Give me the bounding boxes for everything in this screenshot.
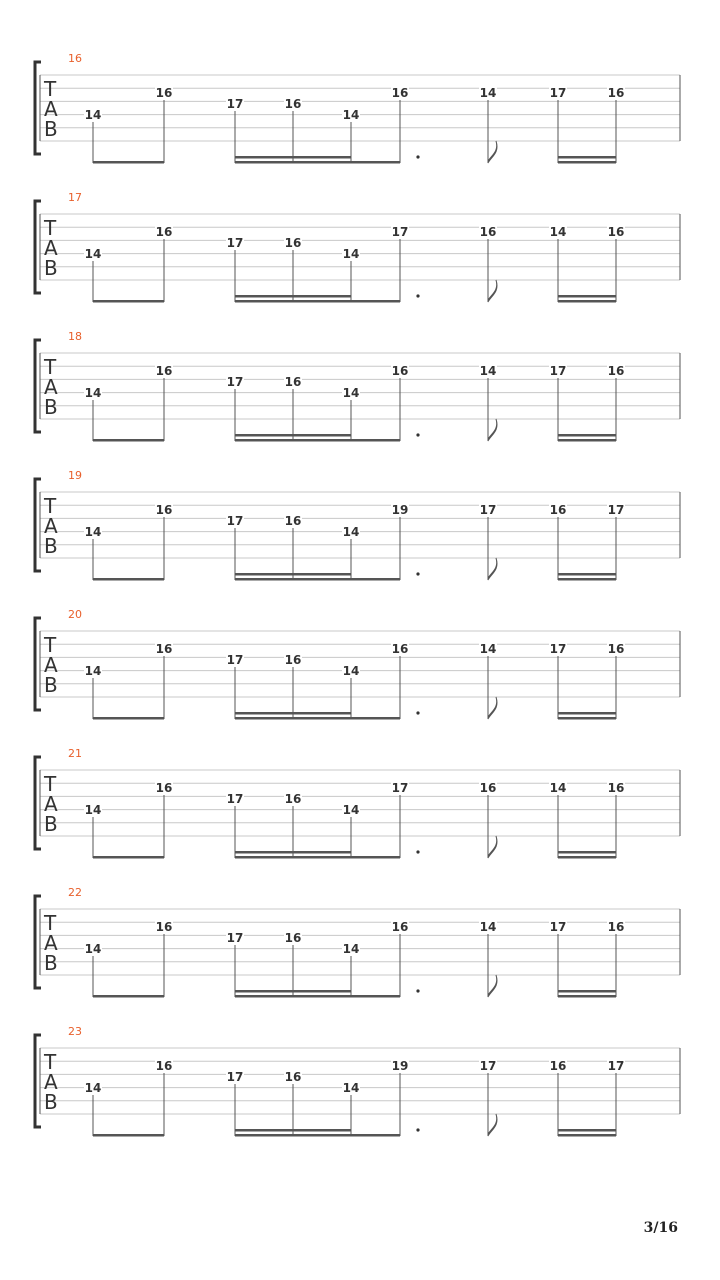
tab-clef-letter: T [44,633,57,657]
note-flag [488,975,497,997]
augmentation-dot [416,989,419,992]
beam [558,995,616,998]
fret-number: 16 [607,225,625,239]
augmentation-dot [416,1128,419,1131]
fret-number: 17 [479,503,497,517]
fret-number: 14 [549,781,567,795]
fret-number: 16 [155,364,173,378]
fret-number: 16 [607,642,625,656]
tab-clef-letter: T [44,1050,57,1074]
augmentation-dot [416,572,419,575]
fret-number: 16 [155,642,173,656]
fret-number: 14 [549,225,567,239]
fret-number: 17 [226,375,244,389]
note-flag [488,280,497,302]
fret-number: 16 [155,503,173,517]
fret-number: 17 [226,653,244,667]
beam [235,995,400,998]
augmentation-dot [416,433,419,436]
staff-system [35,330,680,442]
fret-number: 17 [226,1070,244,1084]
beam [558,161,616,164]
fret-number: 17 [391,781,409,795]
beam-secondary [235,851,351,854]
fret-number: 17 [549,364,567,378]
fret-number: 14 [479,86,497,100]
augmentation-dot [416,155,419,158]
fret-number: 16 [155,781,173,795]
augmentation-dot [416,850,419,853]
beam [558,717,616,720]
tab-clef-letter: B [44,117,58,141]
tab-clef-letter: B [44,673,58,697]
tab-clef-letter: A [44,97,58,121]
tab-clef-letter: B [44,534,58,558]
beam [558,1134,616,1137]
fret-number: 16 [284,97,302,111]
beam [558,300,616,303]
fret-number: 16 [284,653,302,667]
fret-number: 16 [479,225,497,239]
beam-secondary [235,434,351,437]
beam-secondary [558,434,616,437]
measure-number: 18 [68,330,82,343]
fret-number: 14 [342,942,360,956]
fret-number: 14 [342,108,360,122]
fret-number: 14 [479,364,497,378]
beam-secondary [235,295,351,298]
fret-number: 16 [284,236,302,250]
beam-secondary [558,712,616,715]
beam [235,856,400,859]
note-flag [488,697,497,719]
beam [235,161,400,164]
fret-number: 14 [84,386,102,400]
beam-secondary [558,990,616,993]
beam-secondary [558,156,616,159]
fret-number: 19 [391,503,409,517]
beam-secondary [235,1129,351,1132]
beam-secondary [558,1129,616,1132]
fret-number: 17 [226,236,244,250]
tab-clef-letter: B [44,256,58,280]
note-flag [488,419,497,441]
tab-clef-letter: A [44,653,58,677]
fret-number: 16 [284,375,302,389]
tab-clef-letter: B [44,395,58,419]
fret-number: 17 [226,514,244,528]
fret-number: 14 [342,525,360,539]
fret-number: 17 [226,97,244,111]
beam-secondary [235,712,351,715]
fret-number: 14 [84,664,102,678]
tab-clef-letter: T [44,911,57,935]
staff-system [35,1025,680,1137]
fret-number: 14 [342,386,360,400]
staff-system [35,608,680,720]
tab-clef-letter: B [44,951,58,975]
fret-number: 17 [479,1059,497,1073]
note-flag [488,141,497,163]
note-flag [488,1114,497,1136]
note-flag [488,836,497,858]
fret-number: 14 [342,1081,360,1095]
beam-secondary [558,851,616,854]
note-flag [488,558,497,580]
fret-number: 16 [155,225,173,239]
beam-secondary [235,990,351,993]
staff-system [35,52,680,164]
tab-clef-letter: B [44,1090,58,1114]
beam [558,439,616,442]
tab-clef-letter: B [44,812,58,836]
fret-number: 17 [549,920,567,934]
tab-clef-letter: T [44,494,57,518]
tab-clef-letter: T [44,772,57,796]
tab-clef-letter: T [44,77,57,101]
fret-number: 14 [342,803,360,817]
beam [93,856,164,859]
beam-secondary [235,156,351,159]
measure-number: 23 [68,1025,82,1038]
fret-number: 16 [155,920,173,934]
fret-number: 17 [226,792,244,806]
fret-number: 14 [479,920,497,934]
fret-number: 16 [607,781,625,795]
beam [93,995,164,998]
fret-number: 16 [155,86,173,100]
beam-secondary [235,573,351,576]
fret-number: 16 [549,503,567,517]
fret-number: 16 [284,792,302,806]
fret-number: 14 [342,247,360,261]
page-number: 3/16 [643,1220,678,1236]
beam [235,578,400,581]
beam [93,161,164,164]
beam [235,439,400,442]
staff-system [35,886,680,998]
fret-number: 16 [391,920,409,934]
fret-number: 14 [84,247,102,261]
beam [93,717,164,720]
fret-number: 14 [84,108,102,122]
beam [93,439,164,442]
fret-number: 16 [391,642,409,656]
fret-number: 14 [84,525,102,539]
beam [235,717,400,720]
tab-clef-letter: T [44,355,57,379]
fret-number: 17 [607,503,625,517]
fret-number: 14 [84,942,102,956]
fret-number: 16 [479,781,497,795]
measure-number: 17 [68,191,82,204]
fret-number: 16 [607,86,625,100]
beam [93,1134,164,1137]
fret-number: 16 [155,1059,173,1073]
measure-number: 20 [68,608,82,621]
fret-number: 16 [391,86,409,100]
fret-number: 16 [284,1070,302,1084]
beam [235,300,400,303]
fret-number: 16 [284,931,302,945]
augmentation-dot [416,294,419,297]
beam [93,300,164,303]
beam [558,856,616,859]
measure-number: 22 [68,886,82,899]
fret-number: 17 [549,642,567,656]
tab-clef-letter: A [44,375,58,399]
beam [235,1134,400,1137]
staff-system [35,469,680,581]
fret-number: 16 [284,514,302,528]
tab-clef-letter: A [44,236,58,260]
fret-number: 19 [391,1059,409,1073]
fret-number: 14 [479,642,497,656]
fret-number: 17 [549,86,567,100]
tab-clef-letter: A [44,1070,58,1094]
fret-number: 17 [607,1059,625,1073]
augmentation-dot [416,711,419,714]
beam-secondary [558,295,616,298]
staff-system [35,747,680,859]
tab-clef-letter: A [44,514,58,538]
fret-number: 16 [549,1059,567,1073]
fret-number: 14 [342,664,360,678]
fret-number: 17 [226,931,244,945]
beam [93,578,164,581]
staff-system [35,191,680,303]
tab-clef-letter: T [44,216,57,240]
tab-clef-letter: A [44,792,58,816]
fret-number: 16 [391,364,409,378]
fret-number: 16 [607,364,625,378]
fret-number: 14 [84,1081,102,1095]
measure-number: 16 [68,52,82,65]
fret-number: 17 [391,225,409,239]
beam-secondary [558,573,616,576]
beam [558,578,616,581]
measure-number: 21 [68,747,82,760]
fret-number: 14 [84,803,102,817]
measure-number: 19 [68,469,82,482]
fret-number: 16 [607,920,625,934]
tab-clef-letter: A [44,931,58,955]
